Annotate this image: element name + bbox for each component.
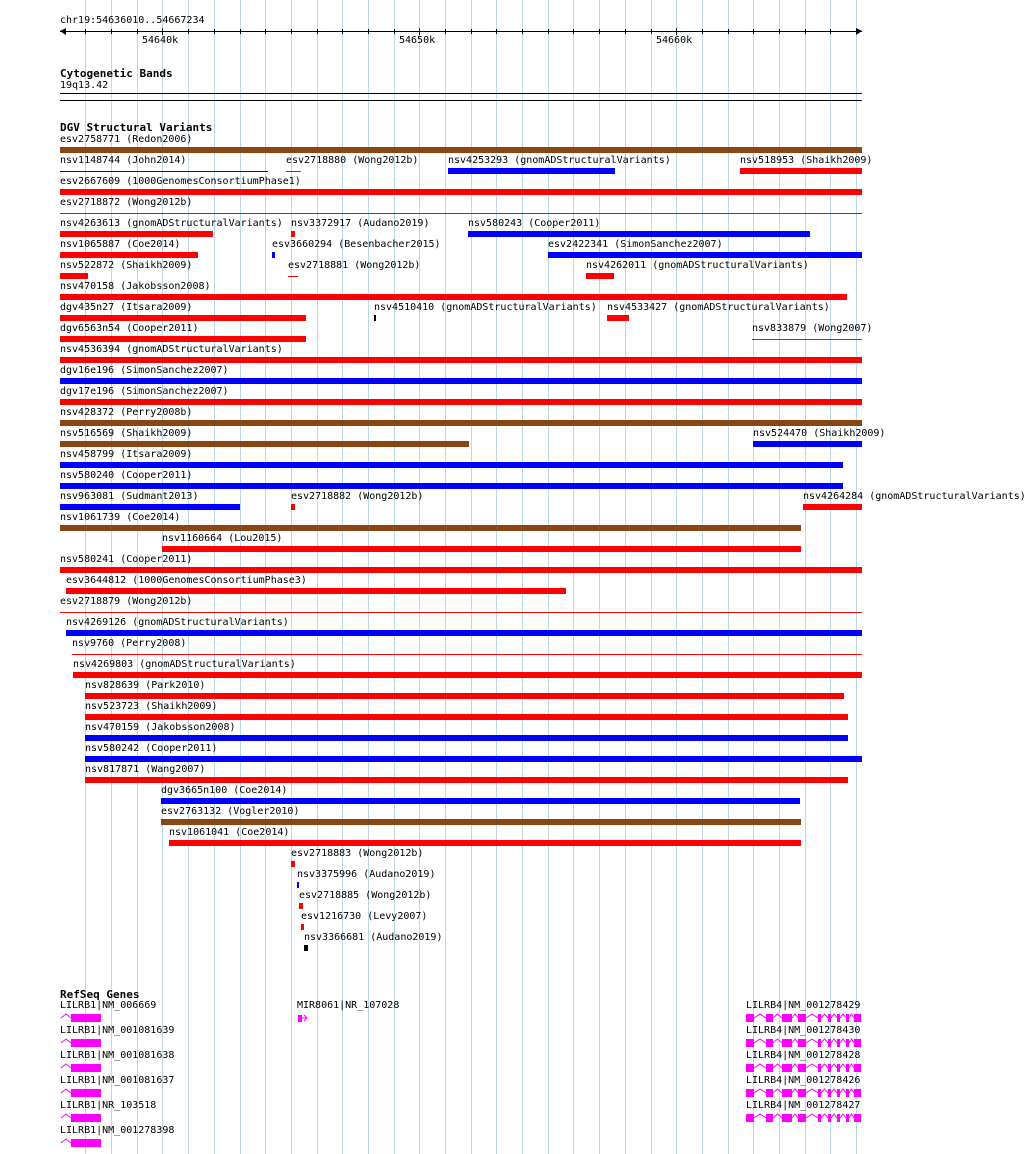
cyto-band-bar[interactable]	[60, 93, 862, 94]
variant-label: nsv4269126 (gnomADStructuralVariants)	[66, 617, 289, 628]
intron-line	[840, 1089, 846, 1093]
grid-line	[419, 0, 420, 1154]
ruler-left-arrow	[60, 28, 66, 35]
intron-line	[831, 1014, 837, 1018]
exon-block	[746, 1014, 754, 1022]
gene-model[interactable]	[746, 1013, 866, 1023]
gene-model[interactable]	[746, 1088, 866, 1098]
intron-line	[831, 1089, 837, 1093]
exon-block	[71, 1114, 101, 1122]
gene-label: LILRB1|NM_001278398	[60, 1125, 175, 1136]
ruler-minor-tick	[753, 29, 754, 34]
variant-bar[interactable]	[448, 168, 615, 174]
intron-line	[792, 1089, 798, 1093]
variant-label: nsv524470 (Shaikh2009)	[753, 428, 886, 439]
intron-line	[821, 1089, 828, 1093]
ruler-tick-label: 54650k	[399, 35, 436, 46]
variant-label: esv2718881 (Wong2012b)	[288, 260, 421, 271]
ruler-minor-tick	[651, 29, 652, 34]
intron-line	[792, 1114, 798, 1118]
exon-block	[828, 1089, 831, 1097]
exon-block	[746, 1039, 754, 1047]
exon-block	[846, 1089, 849, 1097]
variant-label: nsv3366681 (Audano2019)	[304, 932, 443, 943]
variant-bar[interactable]	[297, 882, 299, 888]
variant-label: nsv470159 (Jakobsson2008)	[85, 722, 236, 733]
variant-bar[interactable]	[607, 315, 629, 321]
gene-label: LILRB1|NR_103518	[60, 1100, 157, 1111]
exon-block	[798, 1014, 806, 1022]
variant-bar[interactable]	[66, 630, 862, 636]
variant-label: esv2718883 (Wong2012b)	[291, 848, 424, 859]
intron-line	[792, 1039, 798, 1043]
exon-block	[782, 1064, 792, 1072]
gene-label: MIR8061|NR_107028	[297, 1000, 400, 1011]
variant-label: nsv963081 (Sudmant2013)	[60, 491, 199, 502]
variant-bar[interactable]	[60, 525, 801, 531]
intron-line	[61, 1114, 71, 1118]
variant-label: esv3644812 (1000GenomesConsortiumPhase3)	[66, 575, 307, 586]
variant-label: nsv3375996 (Audano2019)	[297, 869, 436, 880]
variant-label: esv2758771 (Redon2006)	[60, 134, 193, 145]
exon-block	[818, 1089, 821, 1097]
variant-bar[interactable]	[60, 252, 198, 258]
variant-bar[interactable]	[291, 504, 295, 510]
variant-label: esv2422341 (SimonSanchez2007)	[548, 239, 723, 250]
intron-line	[840, 1039, 846, 1043]
intron-line	[840, 1114, 846, 1118]
grid-line	[394, 0, 395, 1154]
grid-line	[676, 0, 677, 1154]
intron-line	[773, 1014, 782, 1018]
intron-line	[821, 1039, 828, 1043]
ruler-minor-tick	[471, 29, 472, 34]
gene-label: LILRB1|NM_001081639	[60, 1025, 175, 1036]
intron-line	[831, 1039, 837, 1043]
exon-block	[782, 1089, 792, 1097]
exon-block	[846, 1039, 849, 1047]
variant-bar[interactable]	[60, 213, 862, 214]
gene-label: LILRB4|NM_001278429	[746, 1000, 861, 1011]
gene-label: LILRB4|NM_001278426	[746, 1075, 861, 1086]
gene-label: LILRB1|NM_001081637	[60, 1075, 175, 1086]
exon-block	[837, 1114, 840, 1122]
exon-block	[782, 1014, 792, 1022]
gene-label: LILRB4|NM_001278430	[746, 1025, 861, 1036]
variant-bar[interactable]	[85, 777, 848, 783]
ruler-minor-tick	[240, 29, 241, 34]
grid-line	[445, 0, 446, 1154]
variant-label: esv3660294 (Besenbacher2015)	[272, 239, 441, 250]
exon-block	[766, 1039, 773, 1047]
variant-label: esv2718879 (Wong2012b)	[60, 596, 193, 607]
variant-bar[interactable]	[291, 861, 295, 867]
grid-line	[342, 0, 343, 1154]
exon-block	[71, 1039, 101, 1047]
variant-label: nsv4533427 (gnomADStructuralVariants)	[607, 302, 830, 313]
intron-line	[849, 1014, 854, 1018]
exon-block	[746, 1089, 754, 1097]
ruler-major-tick	[162, 28, 163, 35]
exon-block	[818, 1114, 821, 1122]
variant-label: nsv1065887 (Coe2014)	[60, 239, 181, 250]
variant-bar[interactable]	[85, 756, 862, 762]
exon-block	[818, 1039, 821, 1047]
variant-label: nsv9760 (Perry2008)	[72, 638, 187, 649]
intron-line	[849, 1089, 854, 1093]
variant-label: nsv522872 (Shaikh2009)	[60, 260, 193, 271]
variant-label: nsv1061739 (Coe2014)	[60, 512, 181, 523]
variant-label: nsv580243 (Cooper2011)	[468, 218, 601, 229]
variant-bar[interactable]	[60, 336, 306, 342]
ruler-minor-tick	[548, 29, 549, 34]
gene-model[interactable]	[60, 1113, 180, 1123]
intron-line	[806, 1064, 818, 1068]
variant-label: nsv518953 (Shaikh2009)	[740, 155, 873, 166]
exon-block	[298, 1015, 302, 1022]
intron-line	[849, 1064, 854, 1068]
gene-label: LILRB1|NM_001081638	[60, 1050, 175, 1061]
variant-label: dgv16e196 (SimonSanchez2007)	[60, 365, 229, 376]
gene-label: LILRB1|NM_006669	[60, 1000, 157, 1011]
intron-line	[61, 1064, 71, 1068]
ruler-minor-tick	[445, 29, 446, 34]
ruler-minor-tick	[111, 29, 112, 34]
intron-line	[806, 1089, 818, 1093]
intron-line	[849, 1039, 854, 1043]
variant-bar[interactable]	[286, 171, 301, 172]
exon-block	[818, 1064, 821, 1072]
ruler-minor-tick	[291, 29, 292, 34]
intron-line	[792, 1064, 798, 1068]
variant-label: esv2718872 (Wong2012b)	[60, 197, 193, 208]
variant-label: esv2718882 (Wong2012b)	[291, 491, 424, 502]
variant-bar[interactable]	[752, 339, 862, 340]
variant-label: nsv1160664 (Lou2015)	[162, 533, 283, 544]
variant-bar[interactable]	[272, 252, 275, 258]
exon-block	[782, 1039, 792, 1047]
exon-block	[846, 1064, 849, 1072]
variant-bar[interactable]	[586, 273, 614, 279]
variant-label: nsv4269803 (gnomADStructuralVariants)	[73, 659, 296, 670]
gene-model[interactable]	[60, 1088, 180, 1098]
variant-label: esv2667609 (1000GenomesConsortiumPhase1)	[60, 176, 301, 187]
variant-label: dgv6563n54 (Cooper2011)	[60, 323, 199, 334]
exon-block	[828, 1114, 831, 1122]
ruler-minor-tick	[368, 29, 369, 34]
intron-line	[754, 1114, 766, 1118]
exon-block	[798, 1089, 806, 1097]
exon-block	[746, 1114, 754, 1122]
exon-block	[71, 1014, 101, 1022]
exon-block	[837, 1039, 840, 1047]
intron-line	[754, 1039, 766, 1043]
variant-bar[interactable]	[73, 672, 862, 678]
intron-line	[806, 1039, 818, 1043]
variant-bar[interactable]	[60, 315, 306, 321]
exon-block	[854, 1089, 861, 1097]
variant-bar[interactable]	[161, 819, 801, 825]
variant-label: esv1216730 (Levy2007)	[301, 911, 428, 922]
exon-block	[71, 1089, 101, 1097]
ruler-minor-tick	[496, 29, 497, 34]
variant-label: nsv833879 (Wong2007)	[752, 323, 873, 334]
intron-line	[831, 1114, 837, 1118]
ruler-minor-tick	[805, 29, 806, 34]
variant-label: esv2763132 (Vogler2010)	[161, 806, 300, 817]
ruler-minor-tick	[856, 29, 857, 34]
variant-bar[interactable]	[66, 588, 566, 594]
ruler-major-tick	[676, 28, 677, 35]
exon-block	[854, 1064, 861, 1072]
ruler-minor-tick	[625, 29, 626, 34]
exon-block	[854, 1014, 861, 1022]
ruler-minor-tick	[214, 29, 215, 34]
grid-line	[625, 0, 626, 1154]
variant-bar[interactable]	[60, 294, 847, 300]
gene-model[interactable]	[60, 1038, 180, 1048]
variant-label: nsv523723 (Shaikh2009)	[85, 701, 218, 712]
ruler-minor-tick	[702, 29, 703, 34]
intron-line	[849, 1114, 854, 1118]
gene-label: LILRB4|NM_001278428	[746, 1050, 861, 1061]
ruler-minor-tick	[342, 29, 343, 34]
variant-bar[interactable]	[60, 171, 268, 172]
intron-line	[61, 1139, 71, 1143]
exon-block	[746, 1064, 754, 1072]
variant-bar[interactable]	[60, 441, 469, 447]
exon-block	[828, 1064, 831, 1072]
intron-line	[806, 1014, 818, 1018]
variant-bar[interactable]	[374, 315, 376, 321]
ruler-major-tick	[419, 28, 420, 35]
variant-label: nsv580242 (Cooper2011)	[85, 743, 218, 754]
ruler-minor-tick	[779, 29, 780, 34]
variant-label: nsv458799 (Itsara2009)	[60, 449, 193, 460]
grid-line	[368, 0, 369, 1154]
intron-line	[792, 1014, 798, 1018]
variant-bar[interactable]	[299, 903, 303, 909]
cyto-track-title: Cytogenetic Bands	[60, 67, 173, 80]
exon-block	[766, 1014, 773, 1022]
exon-block	[837, 1064, 840, 1072]
variant-label: nsv3372917 (Audano2019)	[291, 218, 430, 229]
exon-block	[818, 1014, 821, 1022]
exon-block	[854, 1039, 861, 1047]
exon-block	[766, 1089, 773, 1097]
variant-label: nsv470158 (Jakobsson2008)	[60, 281, 211, 292]
variant-bar[interactable]	[60, 420, 862, 426]
gene-model[interactable]	[297, 1013, 417, 1023]
variant-label: dgv17e196 (SimonSanchez2007)	[60, 386, 229, 397]
cyto-band-label: 19q13.42	[60, 80, 109, 91]
variant-label: nsv4262011 (gnomADStructuralVariants)	[586, 260, 809, 271]
region-label: chr19:54636010..54667234	[60, 15, 205, 26]
intron-line	[773, 1089, 782, 1093]
gene-model[interactable]	[60, 1138, 180, 1148]
variant-bar[interactable]	[803, 504, 862, 510]
ruler-minor-tick	[728, 29, 729, 34]
variant-bar[interactable]	[72, 654, 862, 655]
exon-block	[837, 1089, 840, 1097]
variant-bar[interactable]	[60, 231, 213, 237]
refseq-track-title: RefSeq Genes	[60, 988, 140, 1001]
gene-model[interactable]	[60, 1063, 180, 1073]
variant-bar[interactable]	[60, 567, 862, 573]
exon-block	[798, 1114, 806, 1122]
ruler-minor-tick	[188, 29, 189, 34]
gene-model[interactable]	[60, 1013, 180, 1023]
variant-bar[interactable]	[161, 798, 800, 804]
variant-label: dgv435n27 (Itsara2009)	[60, 302, 193, 313]
variant-label: nsv4510410 (gnomADStructuralVariants)	[374, 302, 597, 313]
variant-bar[interactable]	[85, 714, 848, 720]
ruler-minor-tick	[85, 29, 86, 34]
variant-label: nsv516569 (Shaikh2009)	[60, 428, 193, 439]
ruler-minor-tick	[137, 29, 138, 34]
gene-model[interactable]	[746, 1113, 866, 1123]
variant-bar[interactable]	[60, 147, 862, 153]
variant-bar[interactable]	[162, 546, 801, 552]
exon-block	[846, 1014, 849, 1022]
exon-block	[766, 1114, 773, 1122]
variant-bar[interactable]	[60, 378, 862, 384]
variant-bar[interactable]	[60, 273, 88, 279]
exon-block	[71, 1064, 101, 1072]
variant-bar[interactable]	[85, 693, 844, 699]
intron-line	[840, 1064, 846, 1068]
grid-line	[651, 0, 652, 1154]
variant-bar[interactable]	[85, 735, 848, 741]
intron-line	[773, 1064, 782, 1068]
intron-line	[754, 1089, 766, 1093]
ruler-minor-tick	[573, 29, 574, 34]
variant-bar[interactable]	[60, 504, 240, 510]
variant-label: nsv580241 (Cooper2011)	[60, 554, 193, 565]
variant-label: nsv1061041 (Coe2014)	[169, 827, 290, 838]
grid-line	[728, 0, 729, 1154]
ruler-line[interactable]	[60, 31, 862, 32]
variant-bar[interactable]	[60, 462, 843, 468]
intron-line	[821, 1114, 828, 1118]
variant-bar[interactable]	[169, 840, 801, 846]
intron-line	[831, 1064, 837, 1068]
variant-label: dgv3665n100 (Coe2014)	[161, 785, 288, 796]
exon-block	[846, 1114, 849, 1122]
exon-block	[798, 1039, 806, 1047]
variant-bar[interactable]	[304, 945, 308, 951]
variant-bar[interactable]	[60, 189, 862, 195]
variant-label: nsv428372 (Perry2008b)	[60, 407, 193, 418]
ruler-minor-tick	[265, 29, 266, 34]
intron-line	[754, 1014, 766, 1018]
intron-line	[61, 1089, 71, 1093]
variant-bar[interactable]	[291, 231, 295, 237]
variant-bar[interactable]	[468, 231, 810, 237]
variant-bar[interactable]	[548, 252, 862, 258]
exon-block	[828, 1014, 831, 1022]
grid-line	[317, 0, 318, 1154]
grid-line	[702, 0, 703, 1154]
variant-bar[interactable]	[60, 483, 843, 489]
variant-label: nsv4264284 (gnomADStructuralVariants)	[803, 491, 1026, 502]
gene-label: LILRB4|NM_001278427	[746, 1100, 861, 1111]
exon-block	[798, 1064, 806, 1072]
ruler-tick-label: 54660k	[656, 35, 693, 46]
ruler-tick-label: 54640k	[142, 35, 179, 46]
intron-line	[754, 1064, 766, 1068]
variant-label: esv2718880 (Wong2012b)	[286, 155, 419, 166]
variant-label: esv2718885 (Wong2012b)	[299, 890, 432, 901]
variant-label: nsv4253293 (gnomADStructuralVariants)	[448, 155, 671, 166]
variant-label: nsv1148744 (John2014)	[60, 155, 187, 166]
variant-label: nsv828639 (Park2010)	[85, 680, 206, 691]
exon-block	[828, 1039, 831, 1047]
variant-bar[interactable]	[740, 168, 862, 174]
variant-bar[interactable]	[60, 357, 862, 363]
ruler-minor-tick	[522, 29, 523, 34]
variant-label: nsv817871 (Wang2007)	[85, 764, 206, 775]
gene-model[interactable]	[746, 1038, 866, 1048]
intron-line	[821, 1014, 828, 1018]
variant-bar[interactable]	[301, 924, 304, 930]
exon-block	[71, 1139, 101, 1147]
intron-line	[821, 1064, 828, 1068]
exon-block	[854, 1114, 861, 1122]
exon-block	[782, 1114, 792, 1122]
intron-line	[806, 1114, 818, 1118]
exon-block	[766, 1064, 773, 1072]
intron-line	[773, 1114, 782, 1118]
variant-bar[interactable]	[60, 399, 862, 405]
variant-label: nsv4263613 (gnomADStructuralVariants)	[60, 218, 283, 229]
ruler-minor-tick	[317, 29, 318, 34]
cyto-band-baseline	[60, 100, 862, 101]
variant-bar[interactable]	[60, 612, 862, 613]
gene-model[interactable]	[746, 1063, 866, 1073]
dgv-track-title: DGV Structural Variants	[60, 121, 213, 134]
ruler-minor-tick	[394, 29, 395, 34]
intron-line	[773, 1039, 782, 1043]
variant-label: nsv580240 (Cooper2011)	[60, 470, 193, 481]
variant-label: nsv4536394 (gnomADStructuralVariants)	[60, 344, 283, 355]
ruler-minor-tick	[599, 29, 600, 34]
ruler-minor-tick	[830, 29, 831, 34]
intron-line	[840, 1014, 846, 1018]
intron-line	[61, 1014, 71, 1018]
variant-bar[interactable]	[753, 441, 862, 447]
exon-block	[837, 1014, 840, 1022]
variant-bar[interactable]	[288, 276, 298, 277]
intron-line	[61, 1039, 71, 1043]
